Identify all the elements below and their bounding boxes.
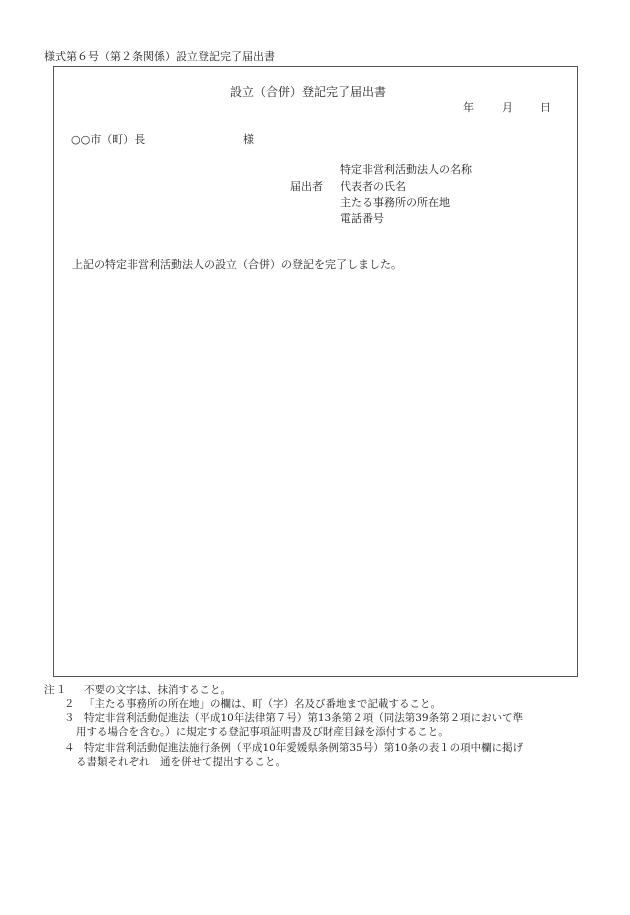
form-header-label: 様式第６号（第２条関係）設立登記完了届出書 (44, 50, 275, 63)
addressee-name: ○○市（町）長 (71, 133, 146, 146)
date-month: 月 (502, 101, 513, 114)
submitter-field-representative: 代表者の氏名 (340, 180, 406, 193)
note-4-number: ４ (64, 742, 75, 754)
note-4-text: 特定非営利活動促進法施行条例（平成10年愛媛県条例第35号）第10条の表１の項中欄に掲げ (84, 742, 524, 754)
notes-prefix: 注 (44, 684, 55, 696)
note-2-text: 「主たる事務所の所在地」の欄は、町（字）名及び番地まで記載すること。 (84, 698, 441, 710)
submitter-field-office-address: 主たる事務所の所在地 (340, 196, 450, 209)
note-3-text-continued: 用する場合を含む。）に規定する登記事項証明書及び財産目録を添付すること。 (76, 726, 449, 738)
note-2-number: ２ (64, 698, 75, 710)
body-statement: 上記の特定非営利活動法人の設立（合併）の登記を完了しました。 (72, 258, 402, 271)
date-day: 日 (540, 101, 551, 114)
submitter-field-phone: 電話番号 (340, 212, 384, 225)
addressee-suffix: 様 (243, 133, 254, 146)
note-3-number: ３ (64, 712, 75, 724)
date-year: 年 (463, 101, 474, 114)
note-1-text: 不要の文字は、抹消すること。 (84, 684, 231, 696)
note-3-text: 特定非営利活動促進法（平成10年法律第７号）第13条第２項（同法第39条第２項において準 (84, 712, 524, 724)
form-title: 設立（合併）登記完了届出書 (230, 85, 387, 99)
submitter-label: 届出者 (290, 180, 323, 193)
form-frame (53, 66, 578, 677)
submitter-field-org-name: 特定非営利活動法人の名称 (340, 163, 472, 176)
note-4-text-continued: る書類それぞれ 通を併せて提出すること。 (76, 756, 286, 768)
note-1-number: １ (56, 684, 67, 696)
